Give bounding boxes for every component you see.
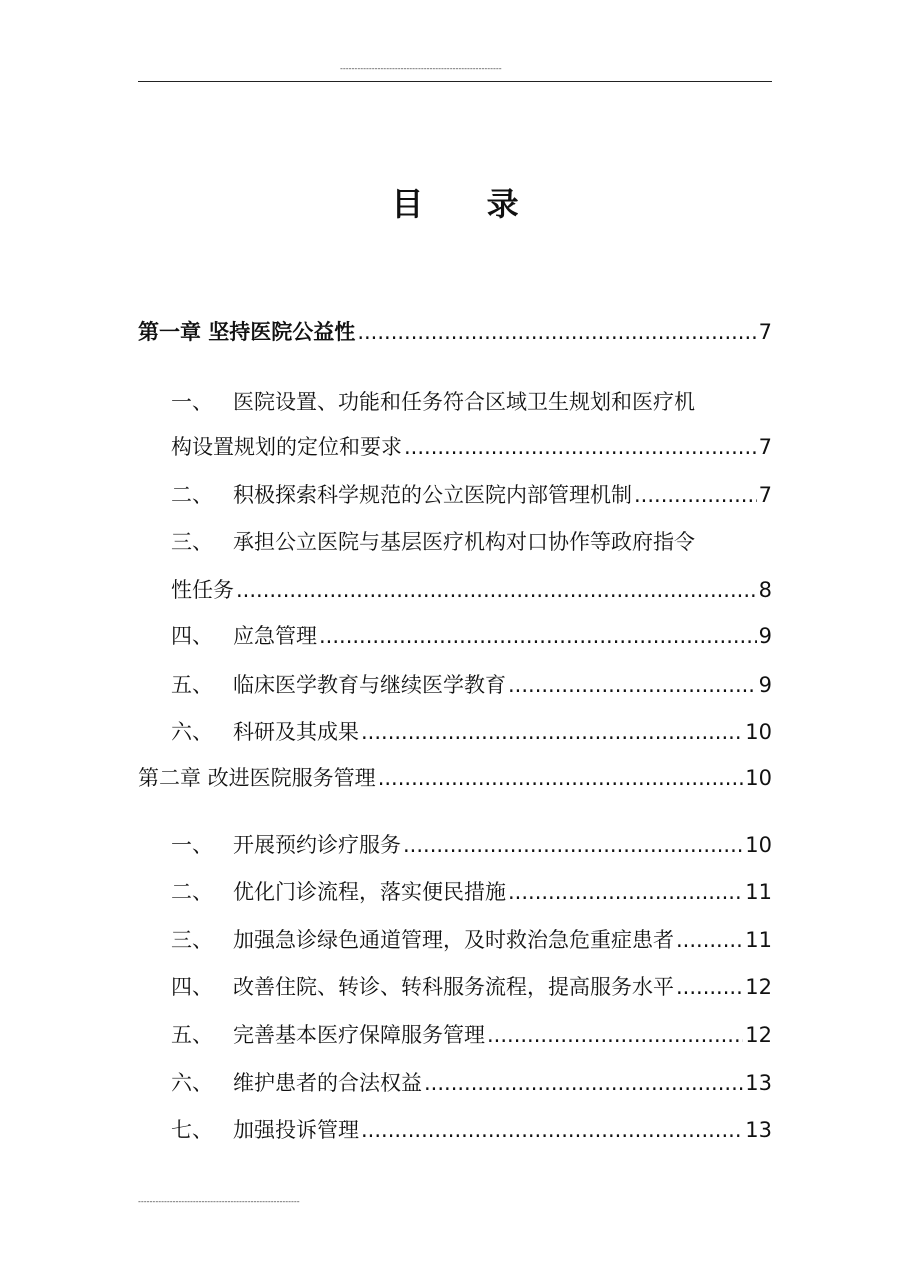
section-number: 一、 xyxy=(171,833,213,857)
toc-section-1-5[interactable] xyxy=(171,671,772,699)
dot-leader xyxy=(676,973,743,1001)
toc-chapter-1[interactable] xyxy=(138,318,772,346)
section-number: 二、 xyxy=(171,483,213,507)
page-number: 9 xyxy=(758,624,772,648)
section-title: 加强急诊绿色通道管理，及时救治急危重症患者 xyxy=(233,928,674,952)
page-number: 12 xyxy=(745,1023,772,1047)
toc-section-1-1-cont[interactable] xyxy=(171,433,772,461)
page-title: 目 录 xyxy=(391,185,545,223)
chapter-title: 第二章 改进医院服务管理 xyxy=(138,766,376,790)
toc-section-1-3[interactable] xyxy=(171,528,772,556)
toc-section-2-3[interactable] xyxy=(171,926,772,954)
section-number: 七、 xyxy=(171,1118,213,1142)
section-title-line1: 承担公立医院与基层医疗机构对口协作等政府指令 xyxy=(233,530,695,554)
section-title: 完善基本医疗保障服务管理 xyxy=(233,1023,485,1047)
section-title: 开展预约诊疗服务 xyxy=(233,833,401,857)
section-number: 六、 xyxy=(171,720,213,744)
page-number: 11 xyxy=(745,880,772,904)
page-number: 10 xyxy=(745,720,772,744)
toc-section-2-6[interactable] xyxy=(171,1069,772,1097)
page-number: 13 xyxy=(745,1118,772,1142)
section-number: 五、 xyxy=(171,673,213,697)
section-title-line2: 构设置规划的定位和要求 xyxy=(171,435,402,459)
section-title: 加强投诉管理 xyxy=(233,1118,359,1142)
section-number: 五、 xyxy=(171,1023,213,1047)
page-number: 8 xyxy=(758,578,772,602)
toc-section-2-4[interactable] xyxy=(171,973,772,1001)
page-number: 7 xyxy=(758,435,772,459)
dot-leader xyxy=(378,764,744,792)
toc-section-1-3-cont[interactable] xyxy=(171,576,772,604)
toc-chapter-2[interactable] xyxy=(138,764,772,792)
section-title: 科研及其成果 xyxy=(233,720,359,744)
dot-leader xyxy=(508,878,743,906)
dot-leader xyxy=(361,1116,743,1144)
section-number: 四、 xyxy=(171,975,213,999)
section-title-line2: 性任务 xyxy=(171,578,234,602)
section-number: 三、 xyxy=(171,530,213,554)
page-number: 9 xyxy=(758,673,772,697)
toc-section-2-1[interactable] xyxy=(171,831,772,859)
header-dashes: -------------------------------------------------------- xyxy=(340,64,502,73)
footer-dashes: -------------------------------------------------------- xyxy=(138,1197,300,1206)
dot-leader xyxy=(357,318,756,346)
page-number: 7 xyxy=(758,320,772,344)
section-number: 二、 xyxy=(171,880,213,904)
page-number: 10 xyxy=(745,833,772,857)
dot-leader xyxy=(403,831,743,859)
section-title: 改善住院、转诊、转科服务流程，提高服务水平 xyxy=(233,975,674,999)
section-title: 临床医学教育与继续医学教育 xyxy=(233,673,506,697)
toc-section-2-5[interactable] xyxy=(171,1021,772,1049)
toc-section-1-4[interactable] xyxy=(171,622,772,650)
section-number: 一、 xyxy=(171,390,213,414)
toc-section-2-2[interactable] xyxy=(171,878,772,906)
dot-leader xyxy=(361,718,743,746)
dot-leader xyxy=(404,433,757,461)
toc-section-1-1[interactable] xyxy=(171,388,772,416)
toc-section-2-7[interactable] xyxy=(171,1116,772,1144)
dot-leader xyxy=(634,481,757,509)
dot-leader xyxy=(676,926,743,954)
chapter-title: 第一章 坚持医院公益性 xyxy=(138,320,356,344)
section-title-line1: 医院设置、功能和任务符合区域卫生规划和医疗机 xyxy=(233,390,695,414)
page-number: 7 xyxy=(758,483,772,507)
dot-leader xyxy=(424,1069,743,1097)
section-title: 优化门诊流程，落实便民措施 xyxy=(233,880,506,904)
section-number: 三、 xyxy=(171,928,213,952)
page-number: 10 xyxy=(745,766,772,790)
page-number: 11 xyxy=(745,928,772,952)
section-title: 应急管理 xyxy=(233,624,317,648)
dot-leader xyxy=(319,622,757,650)
section-title: 维护患者的合法权益 xyxy=(233,1071,422,1095)
section-number: 六、 xyxy=(171,1071,213,1095)
toc-section-1-6[interactable] xyxy=(171,718,772,746)
page-number: 13 xyxy=(745,1071,772,1095)
dot-leader xyxy=(236,576,757,604)
section-title: 积极探索科学规范的公立医院内部管理机制 xyxy=(233,483,632,507)
section-number: 四、 xyxy=(171,624,213,648)
toc-section-1-2[interactable] xyxy=(171,481,772,509)
dot-leader xyxy=(508,671,757,699)
dot-leader xyxy=(487,1021,743,1049)
page-number: 12 xyxy=(745,975,772,999)
